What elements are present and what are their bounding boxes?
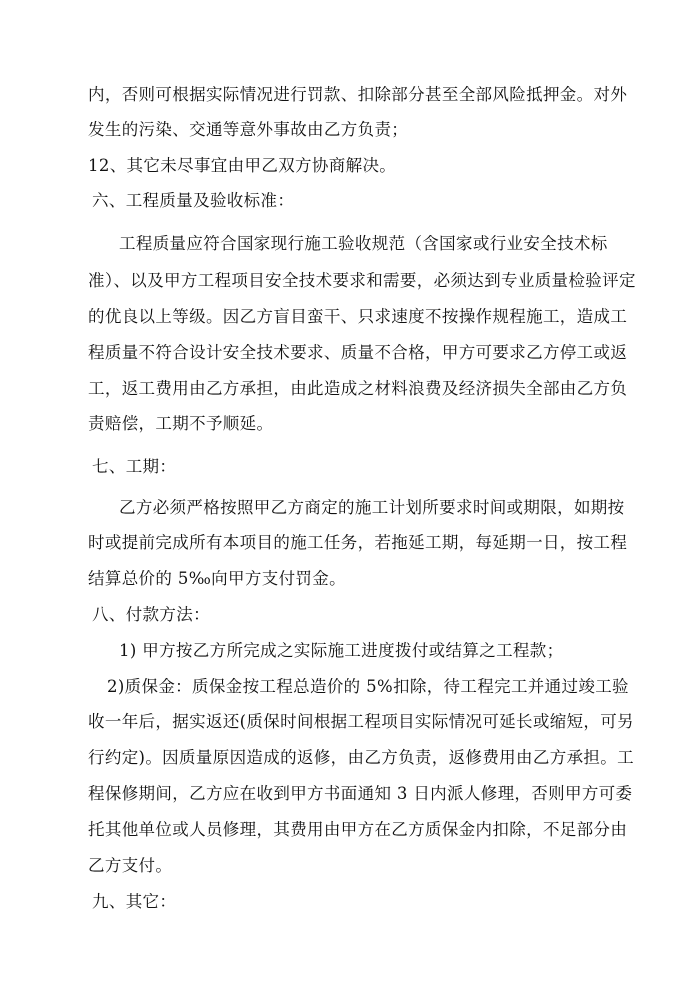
text-line: 乙方支付。	[88, 856, 173, 875]
section-heading-payment: 八、付款方法：	[92, 605, 210, 624]
section-heading-other: 九、其它：	[92, 892, 177, 911]
text-line: 责赔偿，工期不予顺延。	[88, 414, 274, 433]
section-heading-schedule: 七、工期：	[92, 457, 177, 476]
text-line: 工程质量应符合国家现行施工验收规范（含国家或行业安全技术标	[119, 234, 608, 253]
text-line: 托其他单位或人员修理，其费用由甲方在乙方质保金内扣除，不足部分由	[88, 820, 628, 839]
text-line: 程保修期间，乙方应在收到甲方书面通知 3 日内派人修理，否则甲方可委	[88, 784, 633, 803]
text-line: 内，否则可根据实际情况进行罚款、扣除部分甚至全部风险抵押金。对外	[88, 85, 628, 104]
text-line: 工，返工费用由乙方承担，由此造成之材料浪费及经济损失全部由乙方负	[88, 379, 628, 398]
section-heading-quality: 六、工程质量及验收标准：	[92, 191, 295, 210]
text-line: 结算总价的 5‰向甲方支付罚金。	[88, 569, 346, 588]
text-line: 程质量不符合设计安全技术要求、质量不合格，甲方可要求乙方停工或返	[88, 343, 628, 362]
payment-item-1: 1) 甲方按乙方所完成之实际施工进度拨付或结算之工程款；	[119, 641, 564, 660]
text-line: 发生的污染、交通等意外事故由乙方负责；	[88, 120, 409, 139]
text-line: 的优良以上等级。因乙方盲目蛮干、只求速度不按操作规程施工，造成工	[88, 307, 628, 326]
clause-12: 12、其它未尽事宜由甲乙双方协商解决。	[88, 156, 397, 175]
payment-item-2: 2)质保金：质保金按工程总造价的 5%扣除，待工程完工并通过竣工验	[107, 677, 629, 696]
text-line: 行约定)。因质量原因造成的返修，由乙方负责，返修费用由乙方承担。工	[88, 748, 634, 767]
text-line: 准）、以及甲方工程项目安全技术要求和需要，必须达到专业质量检验评定	[88, 271, 636, 290]
text-line: 乙方必须严格按照甲乙方商定的施工计划所要求时间或期限，如期按	[119, 498, 625, 517]
text-line: 时或提前完成所有本项目的施工任务，若拖延工期，每延期一日，按工程	[88, 533, 628, 552]
text-line: 收一年后，据实返还(质保时间根据工程项目实际情况可延长或缩短，可另	[88, 712, 634, 731]
